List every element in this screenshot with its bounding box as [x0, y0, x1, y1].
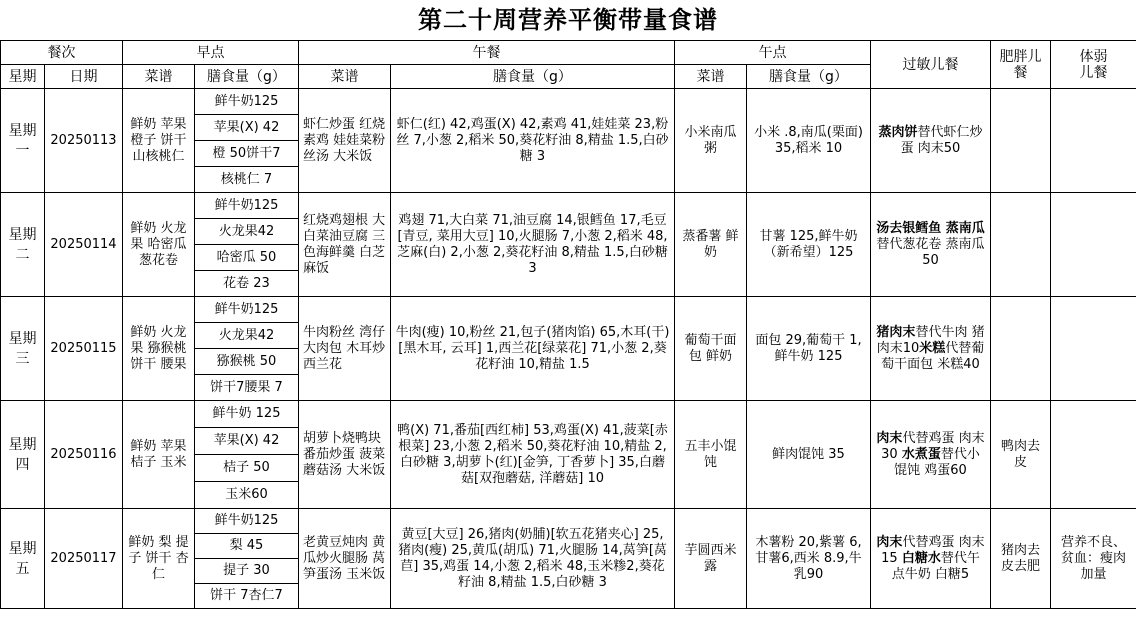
- breakfast-amount-cell: 花卷 23: [195, 271, 299, 297]
- table-row: [1, 297, 1136, 323]
- breakfast-amount-header: 膳食量（g）: [195, 65, 299, 89]
- allergy-cell: [871, 193, 991, 297]
- weekday-cell: 星期三: [1, 297, 45, 401]
- allergy-cell: [871, 89, 991, 193]
- breakfast-amount-cell: 提子 30: [195, 559, 299, 584]
- table-row: [1, 89, 1136, 115]
- lunch-header: 午餐: [299, 41, 675, 65]
- breakfast-menu-cell: 鲜奶 苹果 橙子 饼干 山核桃仁: [123, 89, 195, 193]
- table-row: [1, 401, 1136, 428]
- breakfast-amount-cell: 饼干 7杏仁7: [195, 584, 299, 609]
- date-cell: 20250113: [45, 89, 123, 193]
- lunch-amount-cell: 黄豆[大豆] 26,猪肉(奶脯)[软五花猪夹心] 25,猪肉(瘦) 25,黄瓜(胡瓜) 71,火腿肠 14,莴笋[莴苣] 35,鸡蛋 14,小葱 2,稻米 48,玉米糁2,葵花籽油 8,精盐 1.5,白砂糖 3: [391, 509, 675, 609]
- allergy-text: 替代午点牛奶 白糖5: [891, 550, 980, 582]
- breakfast-amount-cell: 鲜牛奶125: [195, 297, 299, 323]
- obese-cell: 猪肉去皮去肥: [991, 509, 1051, 609]
- allergy-header: 过敏儿餐: [871, 41, 991, 89]
- weak-cell: [1051, 89, 1136, 193]
- breakfast-amount-cell: 梨 45: [195, 534, 299, 559]
- date-cell: 20250114: [45, 193, 123, 297]
- breakfast-amount-cell: 火龙果42: [195, 323, 299, 349]
- obese-cell: [991, 89, 1051, 193]
- breakfast-amount-cell: 鲜牛奶125: [195, 193, 299, 219]
- menu-table: [0, 40, 1136, 609]
- allergy-highlight: 水煮蛋: [901, 446, 941, 462]
- breakfast-amount-cell: 苹果(X) 42: [195, 428, 299, 455]
- snack-menu-cell: 芋圆西米露: [675, 509, 747, 609]
- weak-cell: [1051, 297, 1136, 401]
- lunch-menu-cell: 牛肉粉丝 湾仔大肉包 木耳炒西兰花: [299, 297, 391, 401]
- breakfast-header: 早点: [123, 41, 299, 65]
- lunch-amount-cell: 鸡翅 71,大白菜 71,油豆腐 14,银鳕鱼 17,毛豆[青豆, 菜用大豆] 10,火腿肠 7,小葱 2,稻米 48,芝麻(白) 2,小葱 2,葵花籽油 8,精盐 1.5,白砂糖 3: [391, 193, 675, 297]
- lunch-menu-cell: 虾仁炒蛋 红烧素鸡 娃娃菜粉丝汤 大米饭: [299, 89, 391, 193]
- breakfast-menu-header: 菜谱: [123, 65, 195, 89]
- breakfast-amount-cell: 核桃仁 7: [195, 167, 299, 193]
- breakfast-amount-cell: 苹果(X) 42: [195, 115, 299, 141]
- breakfast-menu-cell: 鲜奶 苹果 桔子 玉米: [123, 401, 195, 509]
- weak-cell: [1051, 401, 1136, 509]
- snack-menu-cell: 葡萄干面包 鲜奶: [675, 297, 747, 401]
- weak-cell: 营养不良、贫血：瘦肉加量: [1051, 509, 1136, 609]
- weekday-cell: 星期五: [1, 509, 45, 609]
- allergy-text: 替代葱花卷 蒸南瓜50: [876, 236, 985, 268]
- breakfast-amount-cell: 玉米60: [195, 482, 299, 509]
- breakfast-amount-cell: 猕猴桃 50: [195, 349, 299, 375]
- weekday-cell: 星期一: [1, 89, 45, 193]
- allergy-highlight: 汤去银鳕鱼 蒸南瓜: [876, 220, 985, 236]
- allergy-highlight: 蒸肉饼: [878, 124, 918, 140]
- snack-header: 午点: [675, 41, 871, 65]
- page-title: 第二十周营养平衡带量食谱: [418, 5, 718, 34]
- breakfast-amount-cell: 鲜牛奶125: [195, 509, 299, 534]
- lunch-amount-cell: 牛肉(瘦) 10,粉丝 21,包子(猪肉馅) 65,木耳(干)[黑木耳, 云耳] 1,西兰花[绿菜花] 71,小葱 2,葵花籽油 10,精盐 1.5: [391, 297, 675, 401]
- snack-amount-cell: 甘薯 125,鲜牛奶（新希望）125: [747, 193, 871, 297]
- date-cell: 20250115: [45, 297, 123, 401]
- allergy-highlight: 肉末: [876, 534, 903, 550]
- breakfast-menu-cell: 鲜奶 火龙果 哈密瓜 葱花卷: [123, 193, 195, 297]
- breakfast-amount-cell: 橙 50饼干7: [195, 141, 299, 167]
- lunch-amount-cell: 鸭(X) 71,番茄[西红柿] 53,鸡蛋(X) 41,菠菜[赤根菜] 23,小葱 2,稻米 50,葵花籽油 10,精盐 2,白砂糖 3,胡萝卜(红)[金笋, 丁香萝卜] 35,白蘑菇[双孢蘑菇, 洋蘑菇] 10: [391, 401, 675, 509]
- date-cell: 20250117: [45, 509, 123, 609]
- obese-cell: [991, 297, 1051, 401]
- table-row: [1, 193, 1136, 219]
- lunch-menu-header: 菜谱: [299, 65, 391, 89]
- allergy-text: 代替葡萄干面包 米糕40: [881, 340, 985, 372]
- lunch-menu-cell: 胡萝卜烧鸭块 番茄炒蛋 菠菜蘑菇汤 大米饭: [299, 401, 391, 509]
- snack-amount-cell: 鲜肉馄饨 35: [747, 401, 871, 509]
- breakfast-amount-cell: 鲜牛奶125: [195, 89, 299, 115]
- allergy-text: 替代小馄饨 鸡蛋60: [894, 446, 980, 478]
- snack-menu-cell: 蒸番薯 鲜奶: [675, 193, 747, 297]
- allergy-cell: [871, 509, 991, 609]
- snack-amount-header: 膳食量（g）: [747, 65, 871, 89]
- snack-menu-cell: 五丰小馄饨: [675, 401, 747, 509]
- breakfast-menu-cell: 鲜奶 梨 提子 饼干 杏仁: [123, 509, 195, 609]
- breakfast-amount-cell: 火龙果42: [195, 219, 299, 245]
- snack-menu-header: 菜谱: [675, 65, 747, 89]
- date-header: 日期: [45, 65, 123, 89]
- lunch-amount-cell: 虾仁(红) 42,鸡蛋(X) 42,素鸡 41,娃娃菜 23,粉丝 7,小葱 2,稻米 50,葵花籽油 8,精盐 1.5,白砂糖 3: [391, 89, 675, 193]
- weak-header: 体弱儿餐: [1051, 41, 1136, 89]
- weak-cell: [1051, 193, 1136, 297]
- breakfast-amount-cell: 鲜牛奶 125: [195, 401, 299, 428]
- weekday-header: 星期: [1, 65, 45, 89]
- allergy-cell: [871, 297, 991, 401]
- obese-header: 肥胖儿餐: [991, 41, 1051, 89]
- table-row: [1, 509, 1136, 534]
- allergy-highlight: 肉末: [876, 430, 903, 446]
- header-row-1: [1, 41, 1136, 65]
- allergy-highlight: 猪肉末: [876, 324, 916, 340]
- allergy-text: 替代虾仁炒蛋 肉末50: [900, 124, 983, 156]
- lunch-menu-cell: 老黄豆炖肉 黄瓜炒火腿肠 莴笋蛋汤 玉米饭: [299, 509, 391, 609]
- obese-cell: [991, 193, 1051, 297]
- snack-amount-cell: 面包 29,葡萄干 1,鲜牛奶 125: [747, 297, 871, 401]
- breakfast-amount-cell: 桔子 50: [195, 455, 299, 482]
- weekday-cell: 星期四: [1, 401, 45, 509]
- allergy-highlight: 白糖水: [901, 550, 941, 566]
- breakfast-amount-cell: 饼干7腰果 7: [195, 375, 299, 401]
- breakfast-amount-cell: 哈密瓜 50: [195, 245, 299, 271]
- allergy-text: 代替鸡蛋 肉末30: [881, 430, 985, 462]
- snack-amount-cell: 小米 .8,南瓜(栗面) 35,稻米 10: [747, 89, 871, 193]
- weekday-cell: 星期二: [1, 193, 45, 297]
- snack-amount-cell: 木薯粉 20,紫薯 6,甘薯6,西米 8.9,牛乳90: [747, 509, 871, 609]
- lunch-menu-cell: 红烧鸡翅根 大白菜油豆腐 三色海鲜羹 白芝麻饭: [299, 193, 391, 297]
- allergy-highlight: 米糕: [919, 340, 946, 356]
- meal-header: 餐次: [1, 41, 123, 65]
- allergy-cell: [871, 401, 991, 509]
- breakfast-menu-cell: 鲜奶 火龙果 猕猴桃 饼干 腰果: [123, 297, 195, 401]
- allergy-text: 代替鸡蛋 肉末15: [881, 534, 985, 566]
- date-cell: 20250116: [45, 401, 123, 509]
- snack-menu-cell: 小米南瓜粥: [675, 89, 747, 193]
- lunch-amount-header: 膳食量（g）: [391, 65, 675, 89]
- table-body: [1, 41, 1136, 609]
- allergy-text: 替代牛肉 猪肉末10: [876, 324, 985, 356]
- obese-cell: 鸭肉去皮: [991, 401, 1051, 509]
